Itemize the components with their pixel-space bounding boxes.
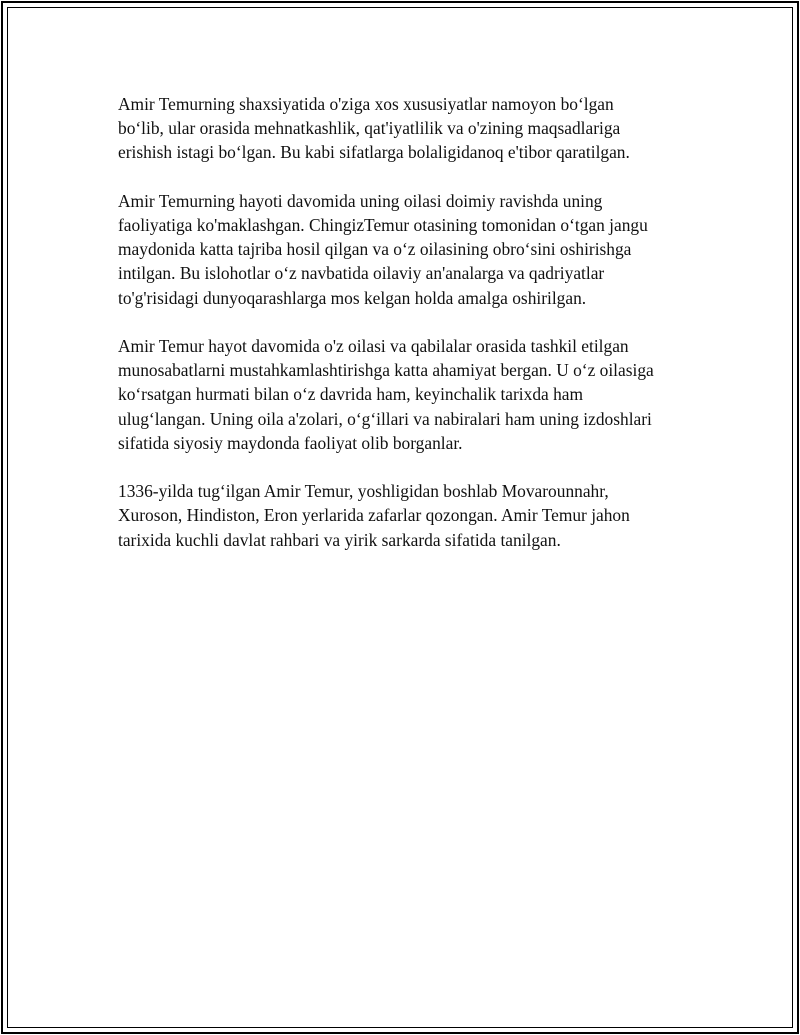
document-body xyxy=(118,92,698,576)
paragraph-2: Amir Temurning hayoti davomida uning oilasi doimiy ravishda uning faoliyatiga ko'maklashgan. ChingizTemur otasining tomonidan o‘tgan jangu maydonida katta tajriba hosil qilgan va o‘z oilasining obro‘sini oshirishga intilgan. Bu islohotlar o‘z navbatida oilaviy an'analarga va qadriyatlar to'g'risidagi dunyoqarashlarga mos kelgan holda amalga oshirilgan. xyxy=(118,190,648,308)
paragraph-4: 1336-yilda tug‘ilgan Amir Temur, yoshligidan boshlab Movarounnahr, Xuroson, Hindiston, Eron yerlarida zafarlar qozongan. Amir Temur jahon tarixida kuchli davlat rahbari va yirik sarkarda sifatida tanilgan. xyxy=(118,481,630,550)
paragraph-1: Amir Temurning shaxsiyatida o'ziga xos xususiyatlar namoyon bo‘lgan bo‘lib, ular orasida mehnatkashlik, qat'iyatlilik va o'zining maqsadlariga erishish istagi bo‘lgan. Bu kabi sifatlarga bolaligidanoq e'tibor qaratilgan. xyxy=(118,94,630,163)
paragraph-3: Amir Temur hayot davomida o'z oilasi va qabilalar orasida tashkil etilgan munosabatlarni mustahkamlashtirishga katta ahamiyat bergan. U o‘z oilasiga ko‘rsatgan hurmati bilan o‘z davrida ham, keyinchalik tarixda ham ulug‘langan. Uning oila a'zolari, o‘g‘illari va nabiralari ham uning izdoshlari sifatida siyosiy maydonda faoliyat olib borganlar. xyxy=(118,336,654,453)
